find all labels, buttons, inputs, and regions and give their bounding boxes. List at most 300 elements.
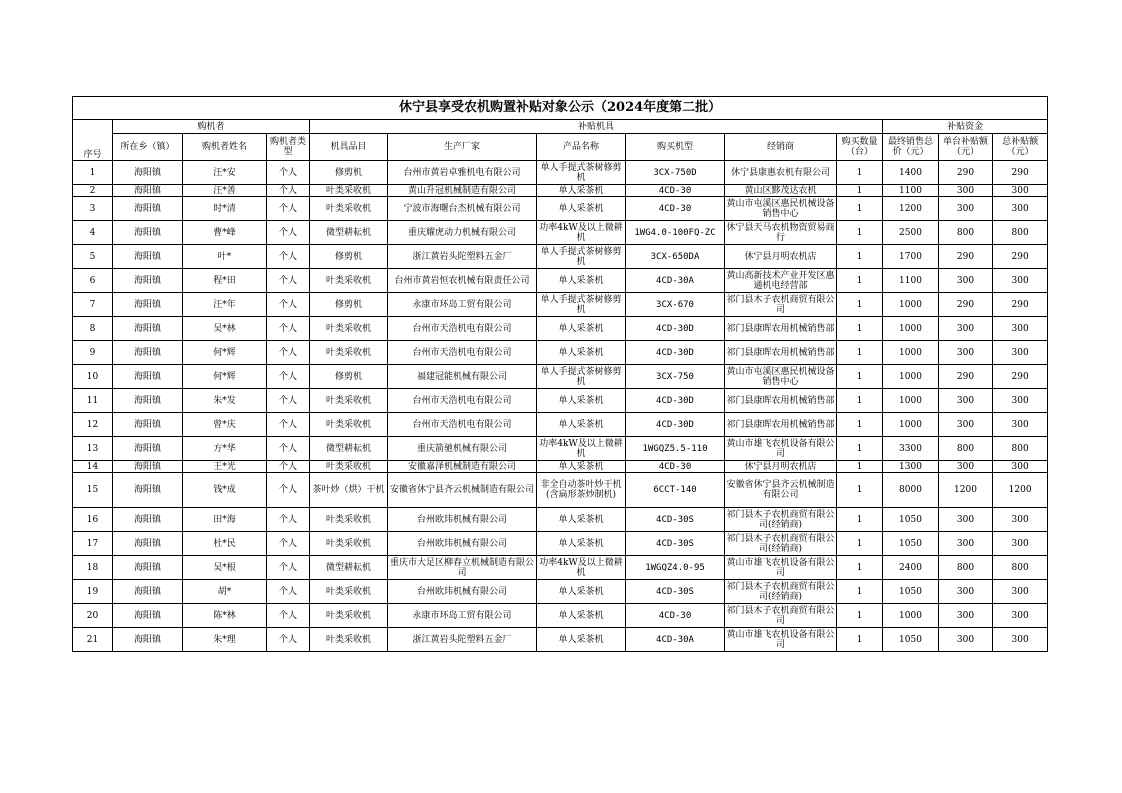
row-price: 1050	[883, 508, 939, 532]
row-town: 海阳镇	[113, 221, 183, 245]
row-product: 功率4kW及以上微耕机	[537, 556, 626, 580]
row-maker: 台州市天浩机电有限公司	[388, 341, 537, 365]
row-dealer: 祁门县康晖农用机械销售部	[725, 341, 837, 365]
header-total-subsidy: 总补贴额（元）	[993, 134, 1048, 161]
row-serial: 20	[73, 604, 113, 628]
row-price: 2400	[883, 556, 939, 580]
row-category: 叶类采收机	[310, 461, 388, 473]
row-total-subsidy: 290	[993, 245, 1048, 269]
table-row	[73, 245, 1048, 269]
row-maker: 重庆耀虎动力机械有限公司	[388, 221, 537, 245]
row-qty: 1	[837, 461, 883, 473]
row-town: 海阳镇	[113, 473, 183, 508]
row-price: 1000	[883, 413, 939, 437]
row-model: 4CD-30	[626, 461, 725, 473]
row-maker: 台州市天浩机电有限公司	[388, 317, 537, 341]
row-product: 单人采茶机	[537, 508, 626, 532]
row-maker: 重庆箭驰机械有限公司	[388, 437, 537, 461]
table-row	[73, 197, 1048, 221]
row-total-subsidy: 300	[993, 580, 1048, 604]
row-dealer: 休宁县月明农机店	[725, 461, 837, 473]
row-category: 叶类采收机	[310, 604, 388, 628]
row-qty: 1	[837, 532, 883, 556]
row-qty: 1	[837, 341, 883, 365]
row-product: 单人采茶机	[537, 269, 626, 293]
row-model: 4CD-30A	[626, 628, 725, 652]
row-total-subsidy: 300	[993, 413, 1048, 437]
table-row	[73, 437, 1048, 461]
header-qty: 购买数量（台）	[837, 134, 883, 161]
row-price: 1200	[883, 197, 939, 221]
row-maker: 安徽省休宁县齐云机械制造有限公司	[388, 473, 537, 508]
row-total-subsidy: 290	[993, 293, 1048, 317]
row-buyer-name: 田*海	[183, 508, 267, 532]
row-product: 功率4kW及以上微耕机	[537, 437, 626, 461]
row-category: 修剪机	[310, 293, 388, 317]
row-category: 叶类采收机	[310, 341, 388, 365]
row-category: 微型耕耘机	[310, 437, 388, 461]
row-unit-subsidy: 300	[939, 341, 993, 365]
row-maker: 台州市天浩机电有限公司	[388, 413, 537, 437]
row-model: 4CD-30D	[626, 389, 725, 413]
row-maker: 台州市黄岩卓雅机电有限公司	[388, 161, 537, 185]
row-total-subsidy: 300	[993, 317, 1048, 341]
row-total-subsidy: 300	[993, 341, 1048, 365]
row-qty: 1	[837, 269, 883, 293]
table-row	[73, 556, 1048, 580]
row-total-subsidy: 300	[993, 197, 1048, 221]
table-row	[73, 221, 1048, 245]
row-unit-subsidy: 290	[939, 293, 993, 317]
row-model: 1WG4.0-100FQ-ZC	[626, 221, 725, 245]
row-dealer: 休宁县康惠农机有限公司	[725, 161, 837, 185]
row-product: 单人采茶机	[537, 604, 626, 628]
row-price: 1050	[883, 532, 939, 556]
row-product: 单人采茶机	[537, 341, 626, 365]
row-product: 功率4kW及以上微耕机	[537, 221, 626, 245]
row-maker: 永康市环岛工贸有限公司	[388, 293, 537, 317]
subsidy-table	[72, 96, 1048, 652]
row-category: 修剪机	[310, 245, 388, 269]
table-row	[73, 365, 1048, 389]
row-serial: 9	[73, 341, 113, 365]
row-serial: 14	[73, 461, 113, 473]
row-price: 3300	[883, 437, 939, 461]
row-product: 单人采茶机	[537, 317, 626, 341]
row-unit-subsidy: 290	[939, 161, 993, 185]
row-price: 1000	[883, 341, 939, 365]
row-price: 1100	[883, 185, 939, 197]
row-buyer-name: 杜*民	[183, 532, 267, 556]
table-row	[73, 532, 1048, 556]
row-dealer: 黄山市屯溪区惠民机械设备销售中心	[726, 366, 835, 387]
row-total-subsidy: 300	[993, 389, 1048, 413]
row-town: 海阳镇	[113, 604, 183, 628]
row-maker: 重庆市大足区柳春立机械制造有限公司	[388, 556, 537, 580]
row-serial: 15	[73, 473, 113, 508]
header-dealer: 经销商	[725, 134, 837, 161]
row-unit-subsidy: 290	[939, 365, 993, 389]
table-row	[73, 293, 1048, 317]
row-maker: 浙江黄岩头陀塑料五金厂	[388, 245, 537, 269]
header-product: 产品名称	[537, 134, 626, 161]
row-buyer-type: 个人	[267, 245, 310, 269]
table-row	[73, 473, 1048, 508]
row-town: 海阳镇	[113, 197, 183, 221]
row-dealer: 祁门县木子农机商贸有限公司	[726, 605, 835, 626]
row-product: 单人采茶机	[537, 185, 626, 197]
row-model: 4CD-30	[626, 604, 725, 628]
row-category: 叶类采收机	[310, 628, 388, 652]
row-qty: 1	[837, 437, 883, 461]
row-serial: 1	[73, 161, 113, 185]
row-qty: 1	[837, 604, 883, 628]
row-town: 海阳镇	[113, 161, 183, 185]
row-buyer-name: 汪*安	[183, 161, 267, 185]
row-unit-subsidy: 300	[939, 580, 993, 604]
row-qty: 1	[837, 161, 883, 185]
row-town: 海阳镇	[113, 628, 183, 652]
row-total-subsidy: 300	[993, 604, 1048, 628]
row-buyer-type: 个人	[267, 473, 310, 508]
row-town: 海阳镇	[113, 413, 183, 437]
row-serial: 6	[73, 269, 113, 293]
row-serial: 21	[73, 628, 113, 652]
row-maker: 台州欧玮机械有限公司	[388, 508, 537, 532]
row-buyer-name: 汪*善	[183, 185, 267, 197]
row-buyer-type: 个人	[267, 365, 310, 389]
row-maker: 安徽嘉泽机械制造有限公司	[388, 461, 537, 473]
row-buyer-type: 个人	[267, 185, 310, 197]
row-town: 海阳镇	[113, 508, 183, 532]
row-price: 1300	[883, 461, 939, 473]
row-product: 单人采茶机	[537, 389, 626, 413]
row-serial: 19	[73, 580, 113, 604]
row-product: 单人手提式茶树修剪机	[537, 365, 626, 389]
row-total-subsidy: 300	[993, 532, 1048, 556]
row-total-subsidy: 300	[993, 185, 1048, 197]
row-town: 海阳镇	[113, 245, 183, 269]
row-buyer-name: 程*田	[183, 269, 267, 293]
row-model: 4CD-30	[626, 185, 725, 197]
table-row	[73, 269, 1048, 293]
row-category: 叶类采收机	[310, 185, 388, 197]
header-serial: 序号	[73, 120, 113, 161]
row-qty: 1	[837, 293, 883, 317]
row-serial: 5	[73, 245, 113, 269]
header-name: 购机者姓名	[183, 134, 267, 161]
row-price: 1700	[883, 245, 939, 269]
row-buyer-name: 吴*林	[183, 317, 267, 341]
row-qty: 1	[837, 508, 883, 532]
row-price: 1000	[883, 365, 939, 389]
row-town: 海阳镇	[113, 461, 183, 473]
row-price: 8000	[883, 473, 939, 508]
row-unit-subsidy: 800	[939, 221, 993, 245]
row-buyer-name: 何*辉	[183, 341, 267, 365]
row-buyer-type: 个人	[267, 293, 310, 317]
row-total-subsidy: 300	[993, 461, 1048, 473]
row-model: 4CD-30S	[626, 508, 725, 532]
header-town: 所在乡（镇）	[113, 134, 183, 161]
row-qty: 1	[837, 221, 883, 245]
row-model: 3CX-670	[626, 293, 725, 317]
row-buyer-name: 方*华	[183, 437, 267, 461]
row-unit-subsidy: 300	[939, 317, 993, 341]
row-buyer-name: 吴*根	[183, 556, 267, 580]
table-row	[73, 580, 1048, 604]
row-maker: 台州市黄岩恒农机械有限责任公司	[388, 269, 537, 293]
row-town: 海阳镇	[113, 437, 183, 461]
row-product: 单人采茶机	[537, 413, 626, 437]
row-dealer: 休宁县月明农机店	[725, 245, 837, 269]
row-serial: 12	[73, 413, 113, 437]
row-dealer: 祁门县康晖农用机械销售部	[725, 389, 837, 413]
row-dealer: 黄山区黟茂达农机	[725, 185, 837, 197]
row-qty: 1	[837, 473, 883, 508]
row-buyer-type: 个人	[267, 437, 310, 461]
row-category: 叶类采收机	[310, 413, 388, 437]
header-group-funds: 补贴资金	[883, 120, 1048, 134]
row-buyer-type: 个人	[267, 628, 310, 652]
row-model: 4CD-30S	[626, 532, 725, 556]
row-dealer: 黄山高新技术产业开发区惠通机电经营部	[726, 270, 835, 291]
row-price: 1050	[883, 580, 939, 604]
table-body	[73, 161, 1048, 652]
row-category: 微型耕耘机	[310, 556, 388, 580]
row-maker: 浙江黄岩头陀塑料五金厂	[388, 628, 537, 652]
row-model: 4CD-30D	[626, 413, 725, 437]
row-town: 海阳镇	[113, 556, 183, 580]
row-price: 2500	[883, 221, 939, 245]
row-total-subsidy: 300	[993, 508, 1048, 532]
row-buyer-name: 时*清	[183, 197, 267, 221]
row-category: 叶类采收机	[310, 317, 388, 341]
table-row	[73, 389, 1048, 413]
row-maker: 宁波市海曙台杰机械有限公司	[388, 197, 537, 221]
table-row	[73, 604, 1048, 628]
row-unit-subsidy: 300	[939, 185, 993, 197]
row-unit-subsidy: 300	[939, 269, 993, 293]
row-buyer-type: 个人	[267, 389, 310, 413]
row-product: 单人采茶机	[537, 461, 626, 473]
row-buyer-name: 朱*理	[183, 628, 267, 652]
row-product: 非全自动茶叶炒干机(含扁形茶炒制机)	[537, 473, 626, 508]
row-qty: 1	[837, 580, 883, 604]
row-maker: 黄山升冠机械制造有限公司	[388, 185, 537, 197]
row-unit-subsidy: 300	[939, 604, 993, 628]
row-town: 海阳镇	[113, 341, 183, 365]
row-buyer-type: 个人	[267, 556, 310, 580]
row-buyer-type: 个人	[267, 508, 310, 532]
row-model: 4CD-30D	[626, 341, 725, 365]
row-category: 叶类采收机	[310, 532, 388, 556]
row-total-subsidy: 300	[993, 269, 1048, 293]
row-product: 单人手提式茶树修剪机	[537, 293, 626, 317]
row-category: 叶类采收机	[310, 269, 388, 293]
row-model: 4CD-30S	[626, 580, 725, 604]
row-unit-subsidy: 300	[939, 532, 993, 556]
row-buyer-type: 个人	[267, 197, 310, 221]
row-dealer: 祁门县康晖农用机械销售部	[725, 413, 837, 437]
row-qty: 1	[837, 317, 883, 341]
row-town: 海阳镇	[113, 580, 183, 604]
row-category: 叶类采收机	[310, 580, 388, 604]
row-buyer-name: 汪*年	[183, 293, 267, 317]
row-serial: 11	[73, 389, 113, 413]
row-town: 海阳镇	[113, 185, 183, 197]
row-dealer: 祁门县木子农机商贸有限公司	[726, 294, 835, 315]
row-price: 1050	[883, 628, 939, 652]
row-product: 单人采茶机	[537, 197, 626, 221]
row-unit-subsidy: 1200	[939, 473, 993, 508]
row-serial: 13	[73, 437, 113, 461]
row-unit-subsidy: 300	[939, 508, 993, 532]
header-unit-subsidy: 单台补贴额（元）	[939, 134, 993, 161]
row-serial: 10	[73, 365, 113, 389]
row-unit-subsidy: 800	[939, 556, 993, 580]
row-serial: 18	[73, 556, 113, 580]
row-serial: 3	[73, 197, 113, 221]
header-group-machine: 补贴机具	[310, 120, 883, 134]
row-dealer: 黄山市雄飞农机设备有限公司	[726, 629, 835, 650]
row-category: 修剪机	[310, 161, 388, 185]
row-buyer-name: 钱*成	[183, 473, 267, 508]
row-dealer: 黄山市雄飞农机设备有限公司	[726, 438, 835, 459]
row-total-subsidy: 1200	[993, 473, 1048, 508]
row-qty: 1	[837, 628, 883, 652]
row-serial: 17	[73, 532, 113, 556]
row-price: 1000	[883, 293, 939, 317]
row-unit-subsidy: 800	[939, 437, 993, 461]
row-buyer-type: 个人	[267, 161, 310, 185]
row-dealer: 祁门县康晖农用机械销售部	[725, 317, 837, 341]
row-category: 叶类采收机	[310, 389, 388, 413]
table-row	[73, 461, 1048, 473]
header-price: 最终销售总价（元）	[883, 134, 939, 161]
row-price: 1000	[883, 317, 939, 341]
row-buyer-type: 个人	[267, 413, 310, 437]
row-dealer: 祁门县木子农机商贸有限公司(经销商)	[726, 581, 835, 602]
row-dealer: 黄山市屯溪区惠民机械设备销售中心	[726, 198, 835, 219]
page-title: 休宁县享受农机购置补贴对象公示（2024年度第二批）	[73, 97, 1048, 120]
row-buyer-type: 个人	[267, 341, 310, 365]
row-serial: 4	[73, 221, 113, 245]
row-maker: 台州市天浩机电有限公司	[388, 389, 537, 413]
row-model: 1WGQZ5.5-110	[626, 437, 725, 461]
row-town: 海阳镇	[113, 317, 183, 341]
row-product: 单人手提式茶树修剪机	[537, 161, 626, 185]
row-town: 海阳镇	[113, 532, 183, 556]
row-price: 1000	[883, 604, 939, 628]
row-serial: 7	[73, 293, 113, 317]
row-model: 4CD-30D	[626, 317, 725, 341]
row-unit-subsidy: 300	[939, 413, 993, 437]
row-category: 叶类采收机	[310, 197, 388, 221]
table-row	[73, 317, 1048, 341]
header-buyer-type: 购机者类型	[267, 134, 310, 161]
row-buyer-name: 王*光	[183, 461, 267, 473]
header-model: 购买机型	[626, 134, 725, 161]
row-model: 6CCT-140	[626, 473, 725, 508]
table-row	[73, 508, 1048, 532]
row-buyer-name: 朱*发	[183, 389, 267, 413]
row-qty: 1	[837, 185, 883, 197]
row-buyer-type: 个人	[267, 317, 310, 341]
row-model: 3CX-750D	[626, 161, 725, 185]
row-town: 海阳镇	[113, 389, 183, 413]
row-category: 茶叶炒（烘）干机	[310, 473, 388, 508]
row-unit-subsidy: 300	[939, 461, 993, 473]
row-buyer-type: 个人	[267, 221, 310, 245]
row-unit-subsidy: 290	[939, 245, 993, 269]
row-town: 海阳镇	[113, 269, 183, 293]
row-buyer-type: 个人	[267, 532, 310, 556]
row-buyer-type: 个人	[267, 580, 310, 604]
table-row	[73, 413, 1048, 437]
row-buyer-type: 个人	[267, 269, 310, 293]
table-row	[73, 161, 1048, 185]
row-unit-subsidy: 300	[939, 389, 993, 413]
header-maker: 生产厂家	[388, 134, 537, 161]
row-total-subsidy: 300	[993, 628, 1048, 652]
row-serial: 16	[73, 508, 113, 532]
row-buyer-name: 叶*	[183, 245, 267, 269]
row-serial: 8	[73, 317, 113, 341]
row-buyer-name: 何*辉	[183, 365, 267, 389]
row-category: 微型耕耘机	[310, 221, 388, 245]
row-price: 1400	[883, 161, 939, 185]
row-total-subsidy: 800	[993, 556, 1048, 580]
row-buyer-type: 个人	[267, 604, 310, 628]
row-dealer: 休宁县天马农机物资贸易商行	[726, 222, 835, 243]
header-category: 机具品目	[310, 134, 388, 161]
row-qty: 1	[837, 413, 883, 437]
row-dealer: 安徽省休宁县齐云机械制造有限公司	[725, 473, 837, 508]
row-maker: 福建冠能机械有限公司	[388, 365, 537, 389]
row-buyer-type: 个人	[267, 461, 310, 473]
row-total-subsidy: 290	[993, 161, 1048, 185]
row-maker: 台州欧玮机械有限公司	[388, 532, 537, 556]
table-row	[73, 628, 1048, 652]
row-category: 叶类采收机	[310, 508, 388, 532]
row-town: 海阳镇	[113, 365, 183, 389]
row-dealer: 祁门县木子农机商贸有限公司(经销商)	[726, 533, 835, 554]
row-product: 单人采茶机	[537, 532, 626, 556]
row-model: 3CX-750	[626, 365, 725, 389]
row-total-subsidy: 800	[993, 437, 1048, 461]
row-dealer: 黄山市雄飞农机设备有限公司	[726, 557, 835, 578]
row-total-subsidy: 800	[993, 221, 1048, 245]
row-category: 修剪机	[310, 365, 388, 389]
row-product: 单人采茶机	[537, 628, 626, 652]
row-product: 单人手提式茶树修剪机	[537, 245, 626, 269]
row-maker: 台州欧玮机械有限公司	[388, 580, 537, 604]
row-product: 单人采茶机	[537, 580, 626, 604]
row-unit-subsidy: 300	[939, 628, 993, 652]
row-unit-subsidy: 300	[939, 197, 993, 221]
row-buyer-name: 胡*	[183, 580, 267, 604]
row-model: 4CD-30A	[626, 269, 725, 293]
row-town: 海阳镇	[113, 293, 183, 317]
row-model: 4CD-30	[626, 197, 725, 221]
row-qty: 1	[837, 389, 883, 413]
row-qty: 1	[837, 197, 883, 221]
row-qty: 1	[837, 365, 883, 389]
row-price: 1000	[883, 389, 939, 413]
table-row	[73, 185, 1048, 197]
table-row	[73, 341, 1048, 365]
